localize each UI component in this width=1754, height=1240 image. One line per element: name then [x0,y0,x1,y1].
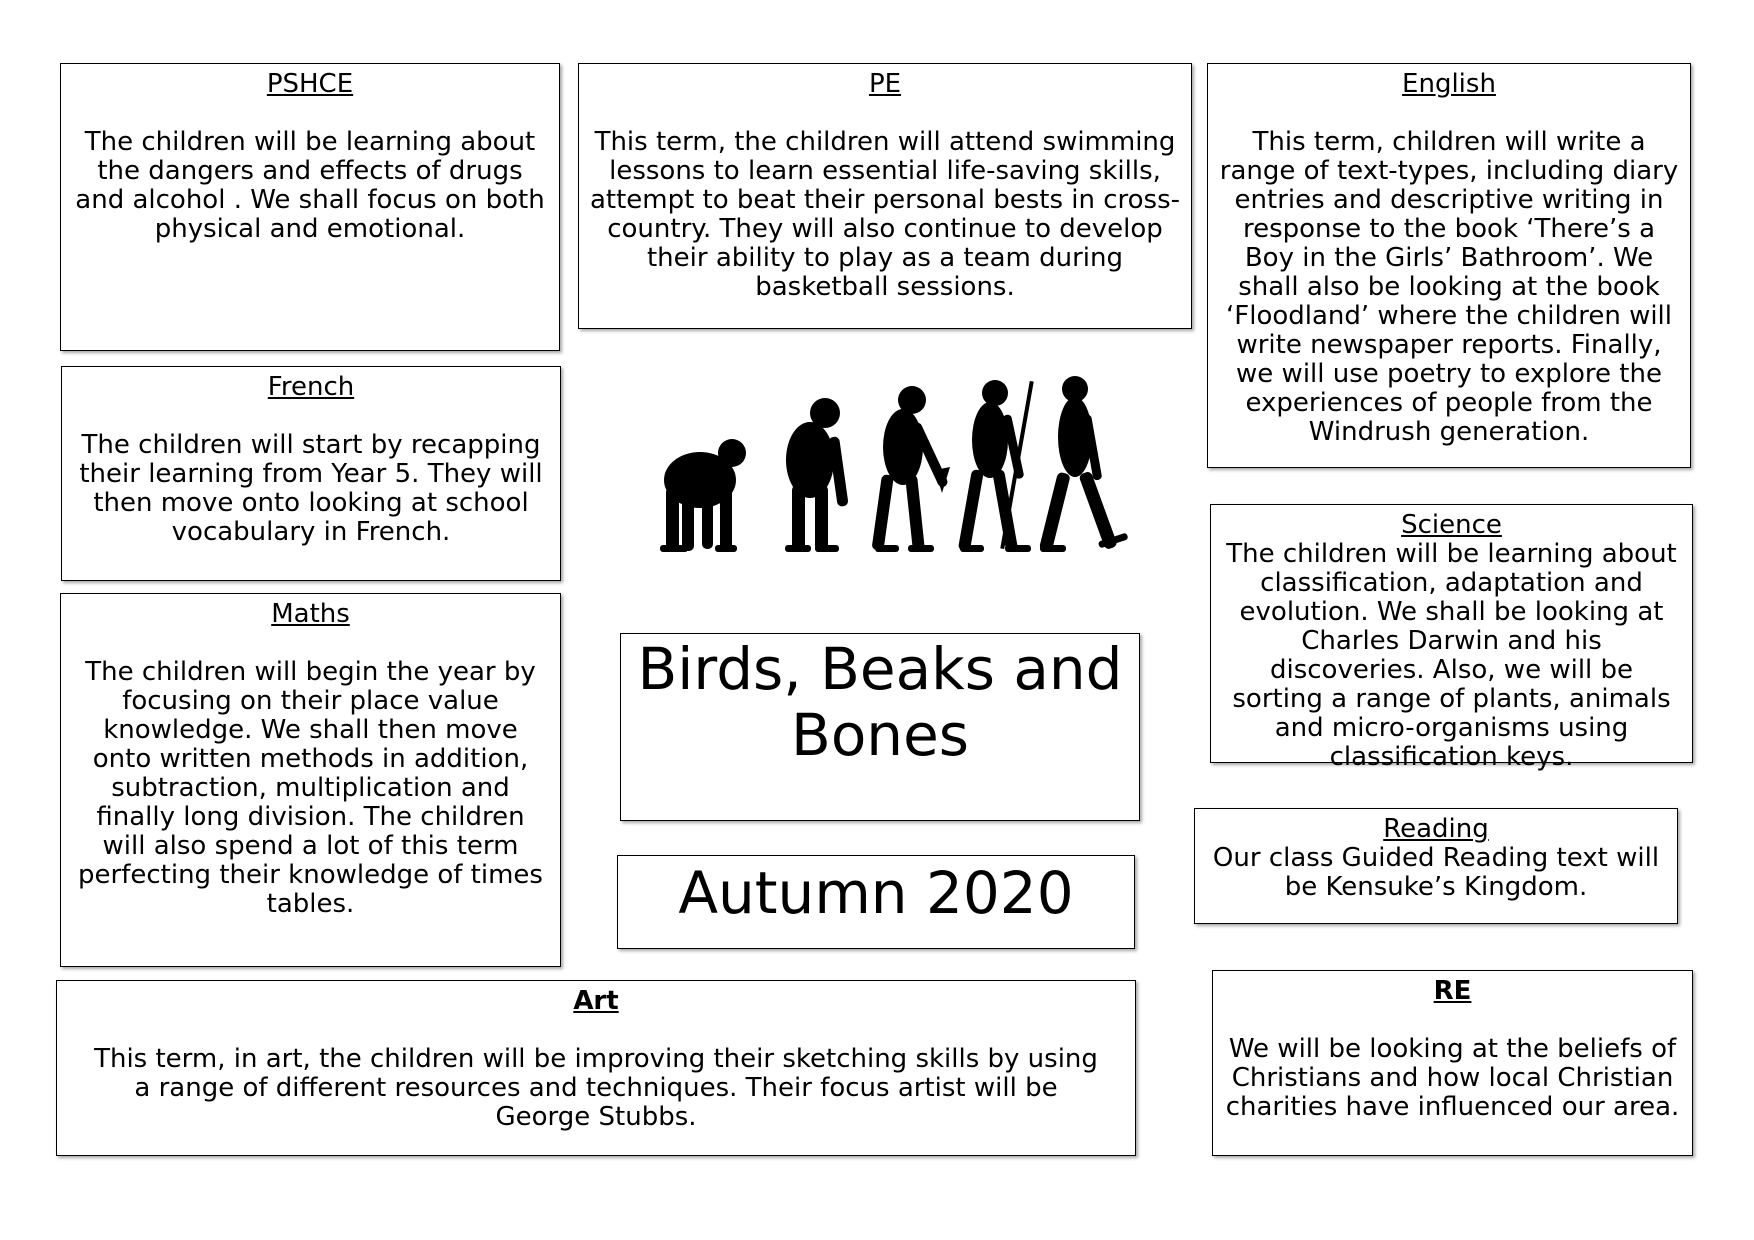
term-box [617,855,1135,949]
re-box [1212,970,1693,1156]
re-text: We will be looking at the beliefs of Christians and how local Christian charities have influenced our area. [1225,1034,1680,1122]
term-label: Autumn 2020 [678,859,1074,927]
art-box [56,980,1136,1156]
art-heading: Art [573,986,619,1016]
english-box [1207,63,1691,468]
french-heading: French [267,372,355,402]
pshce-heading: PSHCE [266,69,354,99]
english-text: This term, children will write a range of text-types, including diary entries and descriptive writing in response to the book ‘There’s a Boy in the Girls’ Bathroom’. We shall also be looking at the book ‘Floodland’ where the children will write newspaper reports. Finally, we will use poetry to explore the experiences of people from the Windrush generation. [1219,127,1679,447]
maths-box [60,593,561,967]
pshce-text: The children will be learning about the dangers and effects of drugs and alcohol . We shall focus on both physical and emotional. [75,127,545,244]
english-heading: English [1402,69,1496,99]
science-box [1210,504,1693,772]
maths-heading: Maths [271,599,350,629]
ape-figure [660,439,746,552]
topic-title-box [620,633,1140,821]
early-human-figure [958,380,1034,552]
reading-heading: Reading [1383,814,1489,844]
pe-heading: PE [868,69,902,99]
hominid-figure [871,386,950,552]
reading-text: Our class Guided Reading text will be Kensuke’s Kingdom. [1212,843,1660,902]
french-text: The children will start by recapping their learning from Year 5. They will then move onto looking at school vocabulary in French. [79,430,543,547]
evolution-silhouette-icon [620,375,1160,565]
art-text: This term, in art, the children will be improving their sketching skills by using a range of different resources and techniques. Their focus artist will be George Stubbs. [94,1044,1098,1132]
french-box [61,366,561,581]
re-heading: RE [1433,976,1472,1006]
pe-text: This term, the children will attend swimming lessons to learn essential life-saving skills, attempt to beat their personal bests in cross-country. They will also continue to develop their ability to play as a team during basketball sessions. [589,127,1181,302]
pshce-box [60,63,560,351]
science-heading: Science [1401,510,1502,540]
reading-box [1194,808,1678,924]
modern-human-figure [1039,376,1129,552]
science-text: The children will be learning about classification, adaptation and evolution. We shall be looking at Charles Darwin and his discoveries. Also, we will be sorting a range of plants, animals and micro-organisms using classification keys. [1226,539,1677,772]
maths-text: The children will begin the year by focusing on their place value knowledge. We shall then move onto written methods in addition, subtraction, multiplication and finally long division. The children will also spend a lot of this term perfecting their knowledge of times tables. [78,657,543,919]
stooped-ape-figure [785,398,849,552]
pe-box [578,63,1192,329]
topic-title: Birds, Beaks and Bones [637,635,1123,769]
